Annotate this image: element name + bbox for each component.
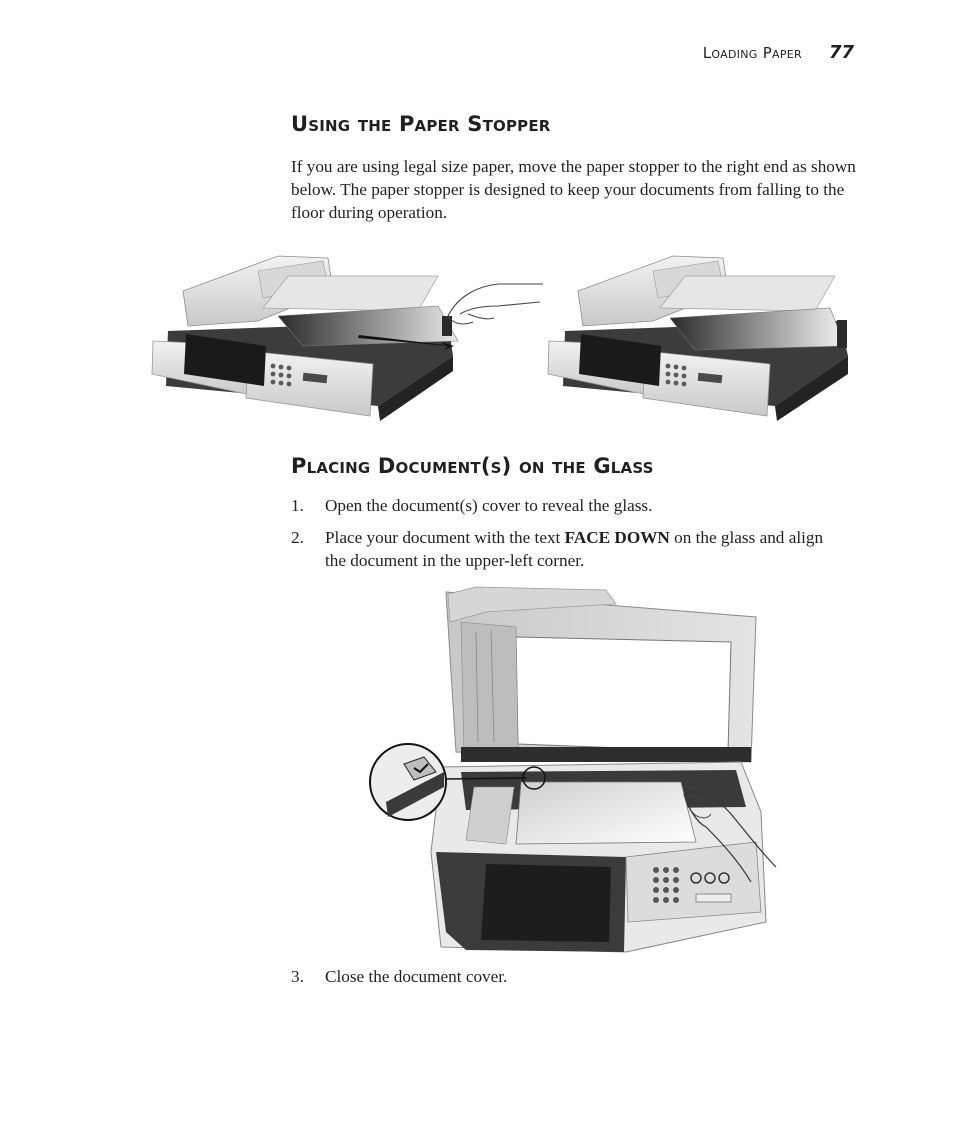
step-text: Open the document(s) cover to reveal the glass. <box>325 496 653 515</box>
step-number: 2. <box>291 528 304 547</box>
paper-stopper-paragraph: If you are using legal size paper, move the paper stopper to the right end as shown below. The paper stopper is designed to keep your documents from falling to the floor during operation. <box>291 157 856 222</box>
step-text: Close the document cover. <box>325 967 508 986</box>
step-text <box>325 526 845 572</box>
running-head <box>560 42 854 64</box>
step-text-before: Place your document with the text <box>325 528 565 547</box>
step-number: 1. <box>291 496 304 515</box>
scanner-moving-stopper-illustration <box>148 246 548 426</box>
section-heading-paper-stopper: Using the Paper Stopper <box>291 112 551 136</box>
running-head-title: Loading Paper <box>702 44 802 62</box>
scanner-open-cover-placing-document-illustration <box>366 582 778 954</box>
scanner-stopper-extended-illustration <box>545 246 853 426</box>
section-heading-placing-documents: Placing Document(s) on the Glass <box>291 454 654 478</box>
page-number: 77 <box>828 42 854 63</box>
face-down-emphasis: FACE DOWN <box>564 528 670 547</box>
step-text-after: on the glass and align the document in the upper-left corner. <box>325 528 824 570</box>
step-number: 3. <box>291 967 304 986</box>
